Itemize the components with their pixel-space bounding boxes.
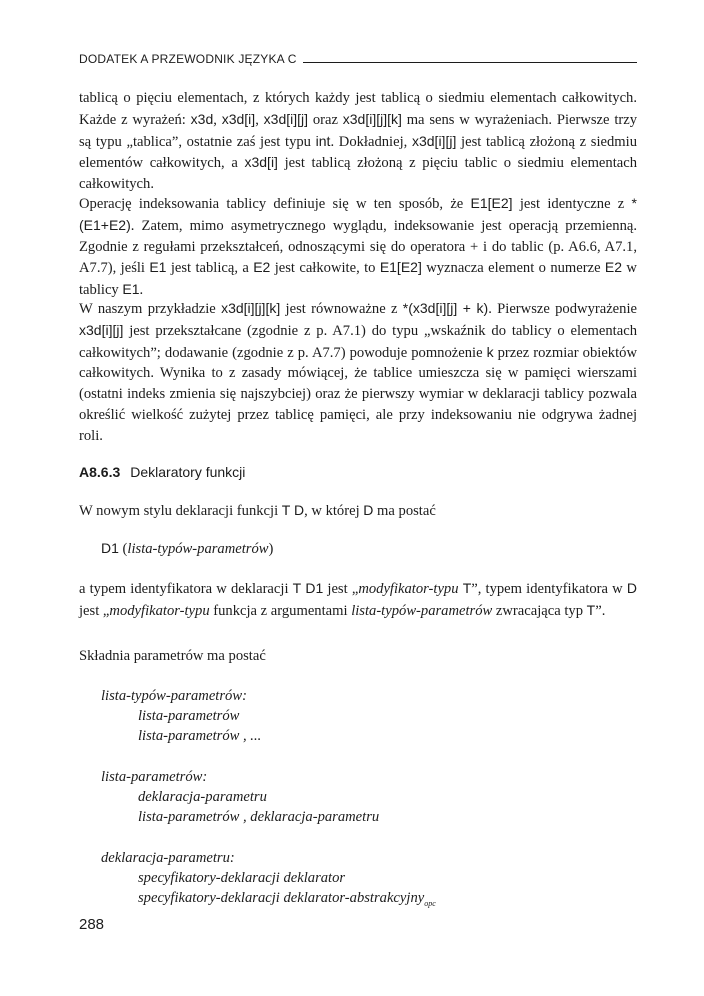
text-run: funkcja z argumentami	[209, 602, 352, 619]
optional-subscript: opc	[424, 898, 436, 908]
text-run: a typem identyfikatora w deklaracji	[79, 581, 293, 597]
grammar-alternative: specyfikatory-deklaracji deklarator	[138, 870, 346, 886]
section-number: A8.6.3	[79, 464, 121, 480]
grammar-rule-name: lista-parametrów:	[101, 769, 208, 785]
grammar-spacer	[101, 746, 621, 767]
code-term: *(x3d[i][j] + k)	[402, 300, 489, 316]
paragraph-6	[79, 646, 637, 667]
grammar-spacer	[101, 827, 621, 848]
text-run: ma postać	[373, 503, 436, 519]
code-term: x3d[i][j]	[411, 132, 457, 149]
paragraph-5	[79, 578, 637, 622]
text-run: W nowym stylu deklaracji funkcji	[79, 503, 282, 519]
code-term: x3d[i]	[244, 154, 278, 171]
text-run: .	[139, 282, 144, 299]
code-term: E1	[149, 259, 167, 276]
paragraph-2	[79, 193, 637, 301]
code-term: k	[486, 343, 494, 360]
text-run: jest „	[79, 602, 110, 619]
page-number: 288	[79, 916, 105, 933]
code-term: x3d[i][j]	[263, 110, 309, 127]
section-heading	[79, 464, 245, 480]
text-run: lista-typów-parametrów	[351, 602, 493, 619]
code-term: D1	[101, 540, 119, 556]
text-run: . Pierwsze podwyrażenie	[488, 301, 637, 317]
running-title: DODATEK A PRZEWODNIK JĘZYKA C	[79, 52, 297, 66]
code-term: D	[363, 502, 374, 518]
grammar-rule-name: lista-typów-parametrów:	[101, 688, 247, 704]
code-term: T D1	[292, 580, 324, 596]
text-run: . Dokładniej,	[330, 133, 412, 150]
text-run: jest równoważne z	[280, 301, 403, 317]
grammar-block	[101, 686, 621, 914]
running-header	[79, 52, 637, 66]
text-run: ,	[255, 111, 264, 128]
text-run: Składnia parametrów ma postać	[79, 648, 266, 664]
code-term: E2	[253, 259, 271, 276]
text-run: jest tablicą złożoną z siedmiu elementów całkowitych, a	[79, 133, 638, 172]
text-run: specyfikatory-deklaracji deklarator-abstrakcyjny	[138, 890, 425, 906]
text-run: zwracająca typ	[492, 602, 587, 619]
text-run: jest całkowite, to	[270, 260, 380, 277]
text-run: ma sens w wyrażeniach. Pierwsze trzy są typu „tablica”, ostatnie zaś jest typu	[79, 111, 638, 150]
paragraph-4	[79, 500, 637, 522]
text-run: w tablicy	[79, 260, 637, 299]
code-term: *(E1+E2)	[79, 195, 637, 233]
header-rule	[303, 62, 637, 63]
text-run: )	[268, 541, 274, 557]
text-run: jest identyczne z	[512, 196, 632, 212]
declarator-param: lista-typów-parametrów	[127, 541, 269, 557]
code-term: x3d[i][j]	[79, 321, 124, 338]
code-term: T	[586, 601, 596, 618]
grammar-alternative: deklaracja-parametru	[138, 789, 267, 805]
code-term: T	[462, 580, 472, 596]
text-run: ”.	[595, 602, 606, 619]
section-title: Deklaratory funkcji	[130, 464, 246, 480]
code-term: x3d[i]	[221, 110, 256, 127]
text-run: tablicą o pięciu elementach, z których każdy jest tablicą o siedmiu elementach całkowitych. Każde z wyrażeń:	[79, 90, 637, 128]
text-run: jest tablicą, a	[166, 260, 254, 277]
text-run: oraz	[308, 111, 343, 128]
code-term: x3d[i][j][k]	[342, 110, 402, 127]
grammar-rule-name: deklaracja-parametru:	[101, 850, 235, 866]
code-term: D	[626, 580, 637, 596]
text-run: modyfikator-typu	[358, 581, 459, 597]
code-term: E1[E2]	[379, 259, 422, 276]
text-run: jest tablicą złożoną z pięciu tablic o siedmiu elementach całkowitych.	[79, 155, 638, 193]
text-run: . Zatem, mimo asymetrycznego wyglądu, indeksowanie jest operacją przemienną. Zgodnie z regułami przekształceń, odnoszącymi się do operatora + i do tablic (p. A6.6, A7.1, A7.7), jeśli	[79, 217, 637, 277]
code-term: E1	[122, 281, 140, 298]
grammar-alternative: lista-parametrów	[138, 708, 240, 724]
grammar-alternative	[138, 888, 621, 914]
text-run: W naszym przykładzie	[79, 301, 222, 317]
text-run: wyznacza element o numerze	[421, 260, 605, 277]
declarator-example	[101, 540, 273, 558]
text-run: modyfikator-typu	[109, 602, 210, 619]
text-run: jest „	[323, 581, 359, 597]
code-term: int	[315, 132, 331, 149]
text-run: ,	[213, 111, 222, 128]
grammar-alternative: lista-parametrów , ...	[138, 728, 262, 744]
code-term: E1[E2]	[470, 195, 513, 211]
text-run: przez rozmiar obiektów całkowitych. Wynika to z zasady mówiącej, że tablice umieszcza się w pamięci wierszami (ostatni indeks zmienia się najszybciej) oraz że pierwszy wymiar w deklaracji tablicy pozwala określić wielkość zużytej przez tablicę pamięci, ale przy indeksowaniu nie odgrywa żadnej roli.	[79, 344, 637, 444]
paragraph-1	[79, 88, 637, 195]
code-term: E2	[604, 259, 623, 276]
text-run: ”, typem identyfikatora w	[471, 581, 627, 597]
text-run: (	[118, 541, 128, 557]
paragraph-3	[79, 298, 637, 447]
code-term: x3d	[190, 110, 214, 127]
grammar-alternative: lista-parametrów , deklaracja-parametru	[138, 809, 380, 825]
text-run: jest przekształcane (zgodnie z p. A7.1) do typu „wskaźnik do tablicy o elementach całkowitych”; dodawanie (zgodnie z p. A7.7) powoduje pomnożenie	[79, 322, 637, 361]
text-run: , w której	[304, 503, 364, 519]
code-term: x3d[i][j][k]	[221, 300, 281, 316]
text-run: Operację indeksowania tablicy definiuje się w ten sposób, że	[79, 196, 471, 212]
code-term: T D	[281, 502, 305, 518]
